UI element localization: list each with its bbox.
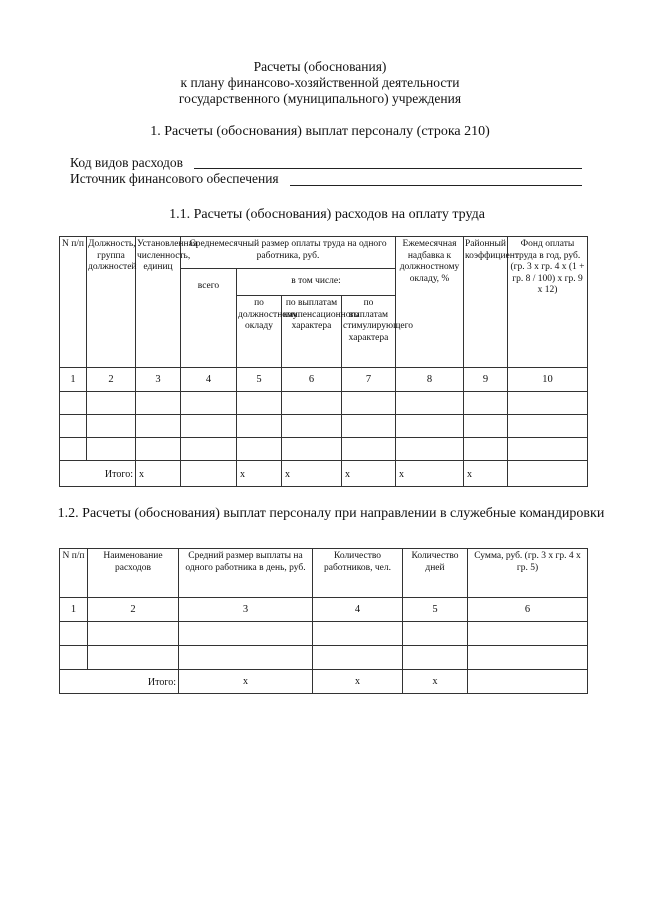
empty-cell[interactable] (282, 392, 342, 415)
table-1-title: 1.1. Расчеты (обоснования) расходов на оплату труда (169, 207, 485, 222)
empty-cell[interactable] (60, 415, 87, 438)
empty-cell[interactable] (88, 646, 179, 670)
empty-cell[interactable] (464, 415, 508, 438)
header-num: N п/п (60, 549, 88, 598)
col-number: 7 (342, 368, 396, 392)
total-cell: x (396, 461, 464, 487)
empty-cell[interactable] (181, 415, 237, 438)
empty-cell[interactable] (508, 438, 588, 461)
total-cell: x (179, 670, 313, 694)
total-row (60, 670, 588, 694)
header-avg-daily-payment: Средний размер выплаты на одного работника в день, руб. (179, 549, 313, 598)
empty-cell[interactable] (136, 415, 181, 438)
col-number: 4 (181, 368, 237, 392)
header-regional-coefficient: Районный коэффициент (464, 237, 508, 368)
header-num: N п/п (60, 237, 87, 368)
table-row (60, 392, 588, 415)
empty-cell[interactable] (342, 392, 396, 415)
col-number: 1 (60, 598, 88, 622)
header-incentive: по выплатам стимулирующего характера (342, 296, 396, 368)
empty-cell[interactable] (181, 392, 237, 415)
total-cell: x (403, 670, 468, 694)
empty-cell[interactable] (464, 392, 508, 415)
empty-cell[interactable] (282, 415, 342, 438)
expense-code-field[interactable] (194, 168, 582, 169)
empty-cell[interactable] (464, 438, 508, 461)
empty-cell[interactable] (88, 622, 179, 646)
col-number: 5 (403, 598, 468, 622)
empty-cell[interactable] (181, 438, 237, 461)
table-row (60, 622, 588, 646)
empty-cell[interactable] (87, 392, 136, 415)
total-cell: x (313, 670, 403, 694)
empty-cell[interactable] (181, 461, 237, 487)
empty-cell[interactable] (60, 438, 87, 461)
col-number: 9 (464, 368, 508, 392)
col-number: 1 (60, 368, 87, 392)
empty-cell[interactable] (179, 646, 313, 670)
col-number: 4 (313, 598, 403, 622)
col-number: 3 (179, 598, 313, 622)
empty-cell[interactable] (396, 438, 464, 461)
doc-title-line-3: государственного (муниципального) учреждения (178, 91, 462, 106)
empty-cell[interactable] (60, 392, 87, 415)
empty-cell[interactable] (468, 646, 588, 670)
empty-cell[interactable] (468, 622, 588, 646)
empty-cell[interactable] (468, 670, 588, 694)
total-row (60, 461, 588, 487)
header-total: всего (181, 269, 237, 368)
header-avg-salary: Среднемесячный размер оплаты труда на одного работника, руб. (181, 237, 396, 269)
empty-cell[interactable] (313, 646, 403, 670)
section-1-title: 1. Расчеты (обоснования) выплат персоналу (строка 210) (150, 124, 490, 139)
col-number: 6 (282, 368, 342, 392)
header-sum: Сумма, руб. (гр. 3 x гр. 4 x гр. 5) (468, 549, 588, 598)
empty-cell[interactable] (136, 438, 181, 461)
col-number: 5 (237, 368, 282, 392)
empty-cell[interactable] (342, 438, 396, 461)
header-including: в том числе: (237, 269, 396, 296)
header-by-salary: по должностному окладу (237, 296, 282, 368)
table-2-title: 1.2. Расчеты (обоснования) выплат персоналу при направлении в служебные командировки (57, 506, 605, 521)
col-number: 8 (396, 368, 464, 392)
total-cell: x (342, 461, 396, 487)
doc-title-line-2: к плану финансово-хозяйственной деятельности (180, 75, 460, 90)
table-row (60, 438, 588, 461)
header-staff-count: Установленная численность, единиц (136, 237, 181, 368)
empty-cell[interactable] (396, 392, 464, 415)
empty-cell[interactable] (179, 622, 313, 646)
expense-code-label: Код видов расходов (70, 155, 184, 170)
empty-cell[interactable] (396, 415, 464, 438)
empty-cell[interactable] (342, 415, 396, 438)
table-row (60, 415, 588, 438)
total-label: Итого: (60, 461, 136, 487)
col-number: 6 (468, 598, 588, 622)
col-number: 10 (508, 368, 588, 392)
empty-cell[interactable] (237, 392, 282, 415)
total-cell: x (282, 461, 342, 487)
total-label: Итого: (60, 670, 179, 694)
empty-cell[interactable] (313, 622, 403, 646)
empty-cell[interactable] (87, 415, 136, 438)
header-workers-count: Количество работников, чел. (313, 549, 403, 598)
empty-cell[interactable] (508, 415, 588, 438)
empty-cell[interactable] (87, 438, 136, 461)
header-compensation: по выплатам компенсационного характера (282, 296, 342, 368)
empty-cell[interactable] (237, 415, 282, 438)
col-number: 2 (87, 368, 136, 392)
business-trip-table (59, 548, 588, 694)
empty-cell[interactable] (508, 392, 588, 415)
header-monthly-bonus: Ежемесячная надбавка к должностному окладу, % (396, 237, 464, 368)
empty-cell[interactable] (60, 622, 88, 646)
header-expense-name: Наименование расходов (88, 549, 179, 598)
total-cell: x (136, 461, 181, 487)
doc-title-line-1: Расчеты (обоснования) (253, 59, 387, 74)
header-days-count: Количество дней (403, 549, 468, 598)
empty-cell[interactable] (403, 646, 468, 670)
empty-cell[interactable] (136, 392, 181, 415)
empty-cell[interactable] (237, 438, 282, 461)
funding-source-field[interactable] (290, 185, 582, 186)
empty-cell[interactable] (403, 622, 468, 646)
empty-cell[interactable] (508, 461, 588, 487)
col-number: 2 (88, 598, 179, 622)
header-annual-fund: Фонд оплаты труда в год, руб. (гр. 3 x гр. 4 x (1 + гр. 8 / 100) x гр. 9 x 12) (508, 237, 588, 368)
table-row (60, 646, 588, 670)
salary-calculation-table (59, 236, 588, 487)
empty-cell[interactable] (282, 438, 342, 461)
total-cell: x (464, 461, 508, 487)
total-cell: x (237, 461, 282, 487)
empty-cell[interactable] (60, 646, 88, 670)
funding-source-label: Источник финансового обеспечения (70, 171, 279, 186)
col-number: 3 (136, 368, 181, 392)
header-position: Должность, группа должностей (87, 237, 136, 368)
